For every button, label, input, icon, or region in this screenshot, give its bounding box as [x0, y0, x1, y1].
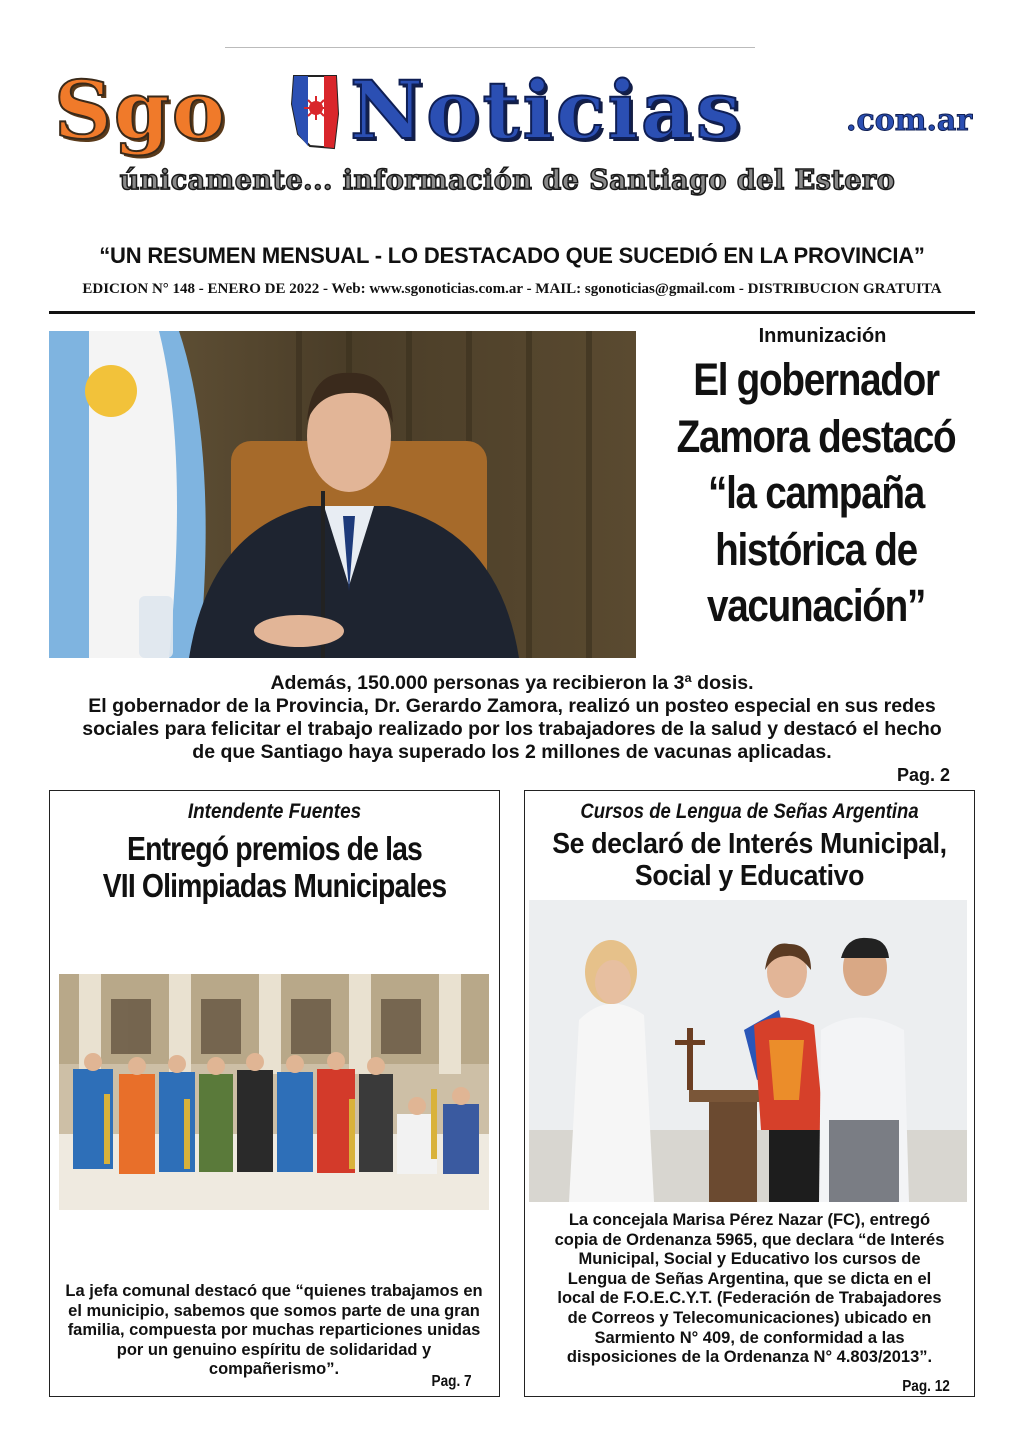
body-line: La concejala Marisa Pérez Nazar (FC), entregó — [568, 1211, 931, 1229]
masthead-slogan: únicamente... información de Santiago del Estero — [119, 165, 896, 196]
body-line: de que Santiago haya superado los 2 millones de vacunas aplicadas. — [192, 741, 832, 763]
logo-noticias: Noticias — [350, 63, 744, 157]
ordinance-delivery-photo-icon — [529, 900, 967, 1202]
logo-sgo: Sgo — [54, 63, 228, 157]
right-story-kicker: Cursos de Lengua de Señas Argentina — [580, 800, 919, 823]
headline-line: VII Olimpiadas Municipales — [102, 867, 447, 904]
body-line: Lengua de Señas Argentina, que se dicta en el — [567, 1269, 932, 1288]
summary-line: “UN RESUMEN MENSUAL - LO DESTACADO QUE SUCEDIÓ EN LA PROVINCIA” — [99, 243, 925, 268]
left-story-page-ref: Pag. 7 — [431, 1373, 472, 1390]
body-line: Además, 150.000 personas ya recibieron la 3ª dosis. — [270, 672, 754, 694]
headline-line: Entregó premios de las — [127, 830, 422, 867]
headline-line: histórica de — [715, 523, 917, 575]
logo-domain: .com.ar — [846, 103, 973, 138]
body-line: Municipal, Social y Educativo los cursos de — [578, 1250, 921, 1269]
headline-line: Zamora destacó — [676, 410, 956, 462]
body-line: familia, compuesta por muchas reparticiones unidas — [67, 1321, 481, 1340]
body-line: El gobernador de la Provincia, Dr. Gerardo Zamora, realizó un posteo especial en sus redes — [88, 695, 936, 717]
left-story-headline — [81, 830, 469, 904]
body-line: sociales para felicitar el trabajo realizado por los trabajadores de la salud y destacó el hecho — [82, 718, 942, 740]
left-story-kicker: Intendente Fuentes — [187, 800, 362, 823]
left-story-body — [57, 1282, 491, 1380]
headline-line: Social y Educativo — [634, 860, 865, 892]
lead-kicker: Inmunización — [758, 325, 887, 347]
body-line: por un genuino espíritu de solidaridad y — [116, 1340, 432, 1359]
body-line: disposiciones de la Ordenanza N° 4.803/2013”. — [566, 1348, 933, 1367]
body-line: compañerismo”. — [208, 1360, 340, 1379]
edition-line: EDICION N° 148 - ENERO DE 2022 - Web: www.sgonoticias.com.ar - MAIL: sgonoticias@gmail.com - DISTRIBUCION GRATUITA — [82, 281, 942, 297]
governor-photo-icon — [49, 331, 636, 658]
headline-line: “la campaña — [708, 467, 924, 518]
body-line: La jefa comunal destacó que “quienes trabajamos en — [65, 1282, 483, 1300]
headline-line: El gobernador — [693, 354, 939, 405]
body-line: de Correos y Telecomunicaciones) ubicado en — [567, 1308, 932, 1327]
lead-body — [50, 672, 974, 764]
body-line: Sarmiento N° 409, de conformidad a las — [594, 1328, 905, 1347]
top-rule — [225, 47, 755, 48]
group-photo-icon — [59, 974, 489, 1210]
santiago-flag-icon — [290, 74, 342, 150]
body-line: local de F.O.E.C.Y.T. (Federación de Trabajadores — [557, 1289, 942, 1308]
lead-page-ref: Pag. 2 — [896, 765, 950, 785]
right-story-body — [532, 1211, 967, 1368]
body-line: el municipio, sabemos que somos parte de una gran — [68, 1301, 480, 1320]
headline-line: Se declaró de Interés Municipal, — [552, 828, 947, 860]
header-rule — [49, 311, 975, 314]
headline-line: vacunación” — [706, 580, 926, 631]
lead-headline — [668, 352, 964, 635]
body-line: copia de Ordenanza 5965, que declara “de Interés — [554, 1230, 945, 1249]
right-story-headline — [542, 828, 957, 892]
right-story-page-ref: Pag. 12 — [902, 1378, 950, 1395]
